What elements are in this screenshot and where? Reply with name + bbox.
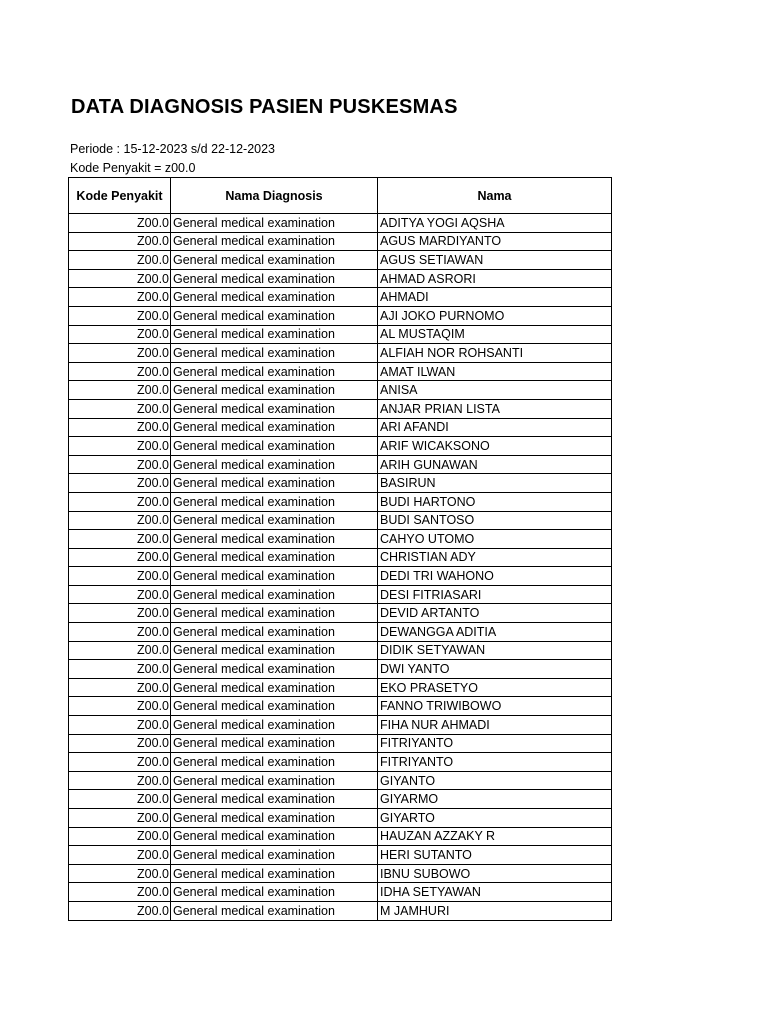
cell-kode-penyakit: Z00.0 <box>69 325 171 344</box>
cell-nama: BASIRUN <box>378 474 612 493</box>
cell-nama: CAHYO UTOMO <box>378 530 612 549</box>
table-row <box>69 734 612 753</box>
cell-kode-penyakit: Z00.0 <box>69 827 171 846</box>
header-row <box>69 178 612 214</box>
cell-kode-penyakit: Z00.0 <box>69 437 171 456</box>
cell-nama: AGUS SETIAWAN <box>378 251 612 270</box>
cell-nama: DWI YANTO <box>378 660 612 679</box>
cell-nama: HAUZAN AZZAKY R <box>378 827 612 846</box>
cell-nama: BUDI HARTONO <box>378 492 612 511</box>
table-row <box>69 530 612 549</box>
cell-nama-diagnosis: General medical examination <box>171 827 378 846</box>
cell-nama: GIYARMO <box>378 790 612 809</box>
table-row <box>69 492 612 511</box>
table-row <box>69 901 612 920</box>
cell-nama-diagnosis: General medical examination <box>171 306 378 325</box>
table-row <box>69 809 612 828</box>
cell-nama: ARIF WICAKSONO <box>378 437 612 456</box>
table-row <box>69 474 612 493</box>
cell-nama: M JAMHURI <box>378 901 612 920</box>
cell-kode-penyakit: Z00.0 <box>69 697 171 716</box>
cell-nama: AHMADI <box>378 288 612 307</box>
cell-nama-diagnosis: General medical examination <box>171 753 378 772</box>
cell-kode-penyakit: Z00.0 <box>69 399 171 418</box>
cell-kode-penyakit: Z00.0 <box>69 455 171 474</box>
cell-kode-penyakit: Z00.0 <box>69 492 171 511</box>
table-row <box>69 623 612 642</box>
cell-nama-diagnosis: General medical examination <box>171 437 378 456</box>
cell-nama: DIDIK SETYAWAN <box>378 641 612 660</box>
cell-nama: FITRIYANTO <box>378 734 612 753</box>
cell-nama: HERI SUTANTO <box>378 846 612 865</box>
cell-kode-penyakit: Z00.0 <box>69 585 171 604</box>
table-row <box>69 306 612 325</box>
cell-kode-penyakit: Z00.0 <box>69 418 171 437</box>
cell-kode-penyakit: Z00.0 <box>69 771 171 790</box>
cell-kode-penyakit: Z00.0 <box>69 214 171 233</box>
cell-nama-diagnosis: General medical examination <box>171 381 378 400</box>
table-row <box>69 269 612 288</box>
cell-nama-diagnosis: General medical examination <box>171 214 378 233</box>
page-title: DATA DIAGNOSIS PASIEN PUSKESMAS <box>71 96 458 118</box>
cell-nama-diagnosis: General medical examination <box>171 232 378 251</box>
table-row <box>69 511 612 530</box>
cell-nama-diagnosis: General medical examination <box>171 251 378 270</box>
cell-kode-penyakit: Z00.0 <box>69 381 171 400</box>
table-row <box>69 771 612 790</box>
cell-kode-penyakit: Z00.0 <box>69 474 171 493</box>
cell-nama: DESI FITRIASARI <box>378 585 612 604</box>
table-row <box>69 678 612 697</box>
cell-nama: AMAT ILWAN <box>378 362 612 381</box>
table-row <box>69 455 612 474</box>
diagnosis-table <box>68 177 612 921</box>
table-row <box>69 585 612 604</box>
table-row <box>69 381 612 400</box>
cell-kode-penyakit: Z00.0 <box>69 251 171 270</box>
cell-nama-diagnosis: General medical examination <box>171 399 378 418</box>
table-row <box>69 437 612 456</box>
column-header-nama: Nama <box>378 178 612 214</box>
cell-kode-penyakit: Z00.0 <box>69 232 171 251</box>
table-row <box>69 288 612 307</box>
cell-nama-diagnosis: General medical examination <box>171 716 378 735</box>
table-header <box>69 178 612 214</box>
cell-nama: BUDI SANTOSO <box>378 511 612 530</box>
cell-nama: GIYARTO <box>378 809 612 828</box>
cell-kode-penyakit: Z00.0 <box>69 530 171 549</box>
cell-nama-diagnosis: General medical examination <box>171 288 378 307</box>
column-header-kode-penyakit: Kode Penyakit <box>69 178 171 214</box>
table-row <box>69 548 612 567</box>
cell-nama-diagnosis: General medical examination <box>171 864 378 883</box>
cell-nama: FITRIYANTO <box>378 753 612 772</box>
cell-kode-penyakit: Z00.0 <box>69 511 171 530</box>
table-row <box>69 567 612 586</box>
table-row <box>69 344 612 363</box>
table-row <box>69 251 612 270</box>
cell-nama-diagnosis: General medical examination <box>171 846 378 865</box>
table-body <box>69 214 612 921</box>
cell-nama-diagnosis: General medical examination <box>171 585 378 604</box>
table-row <box>69 827 612 846</box>
table-row <box>69 214 612 233</box>
cell-nama: DEVID ARTANTO <box>378 604 612 623</box>
table-row <box>69 846 612 865</box>
cell-nama: AJI JOKO PURNOMO <box>378 306 612 325</box>
cell-kode-penyakit: Z00.0 <box>69 901 171 920</box>
table-row <box>69 232 612 251</box>
kode-penyakit-text: Kode Penyakit = z00.0 <box>70 161 196 175</box>
cell-kode-penyakit: Z00.0 <box>69 864 171 883</box>
cell-kode-penyakit: Z00.0 <box>69 790 171 809</box>
cell-nama: AL MUSTAQIM <box>378 325 612 344</box>
cell-nama-diagnosis: General medical examination <box>171 530 378 549</box>
cell-nama-diagnosis: General medical examination <box>171 567 378 586</box>
cell-nama: ALFIAH NOR ROHSANTI <box>378 344 612 363</box>
table-row <box>69 418 612 437</box>
column-header-nama-diagnosis: Nama Diagnosis <box>171 178 378 214</box>
table-row <box>69 660 612 679</box>
cell-nama-diagnosis: General medical examination <box>171 771 378 790</box>
cell-nama: IBNU SUBOWO <box>378 864 612 883</box>
cell-nama-diagnosis: General medical examination <box>171 492 378 511</box>
cell-nama: ADITYA YOGI AQSHA <box>378 214 612 233</box>
cell-nama: DEDI TRI WAHONO <box>378 567 612 586</box>
table-row <box>69 641 612 660</box>
cell-kode-penyakit: Z00.0 <box>69 604 171 623</box>
cell-nama: ARI AFANDI <box>378 418 612 437</box>
cell-nama: FANNO TRIWIBOWO <box>378 697 612 716</box>
cell-kode-penyakit: Z00.0 <box>69 734 171 753</box>
cell-nama-diagnosis: General medical examination <box>171 660 378 679</box>
cell-kode-penyakit: Z00.0 <box>69 809 171 828</box>
cell-kode-penyakit: Z00.0 <box>69 344 171 363</box>
cell-nama-diagnosis: General medical examination <box>171 269 378 288</box>
cell-nama-diagnosis: General medical examination <box>171 697 378 716</box>
cell-nama-diagnosis: General medical examination <box>171 641 378 660</box>
cell-kode-penyakit: Z00.0 <box>69 641 171 660</box>
cell-kode-penyakit: Z00.0 <box>69 362 171 381</box>
table-row <box>69 716 612 735</box>
cell-nama: GIYANTO <box>378 771 612 790</box>
table-row <box>69 883 612 902</box>
cell-nama-diagnosis: General medical examination <box>171 474 378 493</box>
cell-nama: IDHA SETYAWAN <box>378 883 612 902</box>
table-row <box>69 362 612 381</box>
cell-nama-diagnosis: General medical examination <box>171 901 378 920</box>
cell-nama: ARIH GUNAWAN <box>378 455 612 474</box>
cell-nama-diagnosis: General medical examination <box>171 604 378 623</box>
cell-nama-diagnosis: General medical examination <box>171 623 378 642</box>
cell-kode-penyakit: Z00.0 <box>69 567 171 586</box>
table-row <box>69 753 612 772</box>
cell-nama-diagnosis: General medical examination <box>171 344 378 363</box>
cell-kode-penyakit: Z00.0 <box>69 753 171 772</box>
cell-nama: AGUS MARDIYANTO <box>378 232 612 251</box>
cell-nama-diagnosis: General medical examination <box>171 883 378 902</box>
cell-kode-penyakit: Z00.0 <box>69 269 171 288</box>
cell-nama: AHMAD ASRORI <box>378 269 612 288</box>
cell-nama: EKO PRASETYO <box>378 678 612 697</box>
cell-nama-diagnosis: General medical examination <box>171 734 378 753</box>
cell-kode-penyakit: Z00.0 <box>69 660 171 679</box>
table-row <box>69 325 612 344</box>
cell-nama: DEWANGGA ADITIA <box>378 623 612 642</box>
cell-kode-penyakit: Z00.0 <box>69 716 171 735</box>
cell-kode-penyakit: Z00.0 <box>69 288 171 307</box>
cell-nama-diagnosis: General medical examination <box>171 548 378 567</box>
table-row <box>69 790 612 809</box>
cell-nama-diagnosis: General medical examination <box>171 418 378 437</box>
cell-kode-penyakit: Z00.0 <box>69 306 171 325</box>
cell-nama-diagnosis: General medical examination <box>171 362 378 381</box>
cell-nama: ANISA <box>378 381 612 400</box>
cell-nama-diagnosis: General medical examination <box>171 678 378 697</box>
cell-nama-diagnosis: General medical examination <box>171 809 378 828</box>
table-row <box>69 864 612 883</box>
cell-kode-penyakit: Z00.0 <box>69 883 171 902</box>
cell-nama-diagnosis: General medical examination <box>171 325 378 344</box>
cell-nama: CHRISTIAN ADY <box>378 548 612 567</box>
cell-nama-diagnosis: General medical examination <box>171 790 378 809</box>
cell-nama: FIHA NUR AHMADI <box>378 716 612 735</box>
cell-nama-diagnosis: General medical examination <box>171 455 378 474</box>
table-row <box>69 399 612 418</box>
cell-kode-penyakit: Z00.0 <box>69 678 171 697</box>
cell-kode-penyakit: Z00.0 <box>69 623 171 642</box>
cell-kode-penyakit: Z00.0 <box>69 846 171 865</box>
cell-nama: ANJAR PRIAN LISTA <box>378 399 612 418</box>
cell-kode-penyakit: Z00.0 <box>69 548 171 567</box>
periode-text: Periode : 15-12-2023 s/d 22-12-2023 <box>70 142 276 156</box>
table-row <box>69 604 612 623</box>
cell-nama-diagnosis: General medical examination <box>171 511 378 530</box>
table-row <box>69 697 612 716</box>
